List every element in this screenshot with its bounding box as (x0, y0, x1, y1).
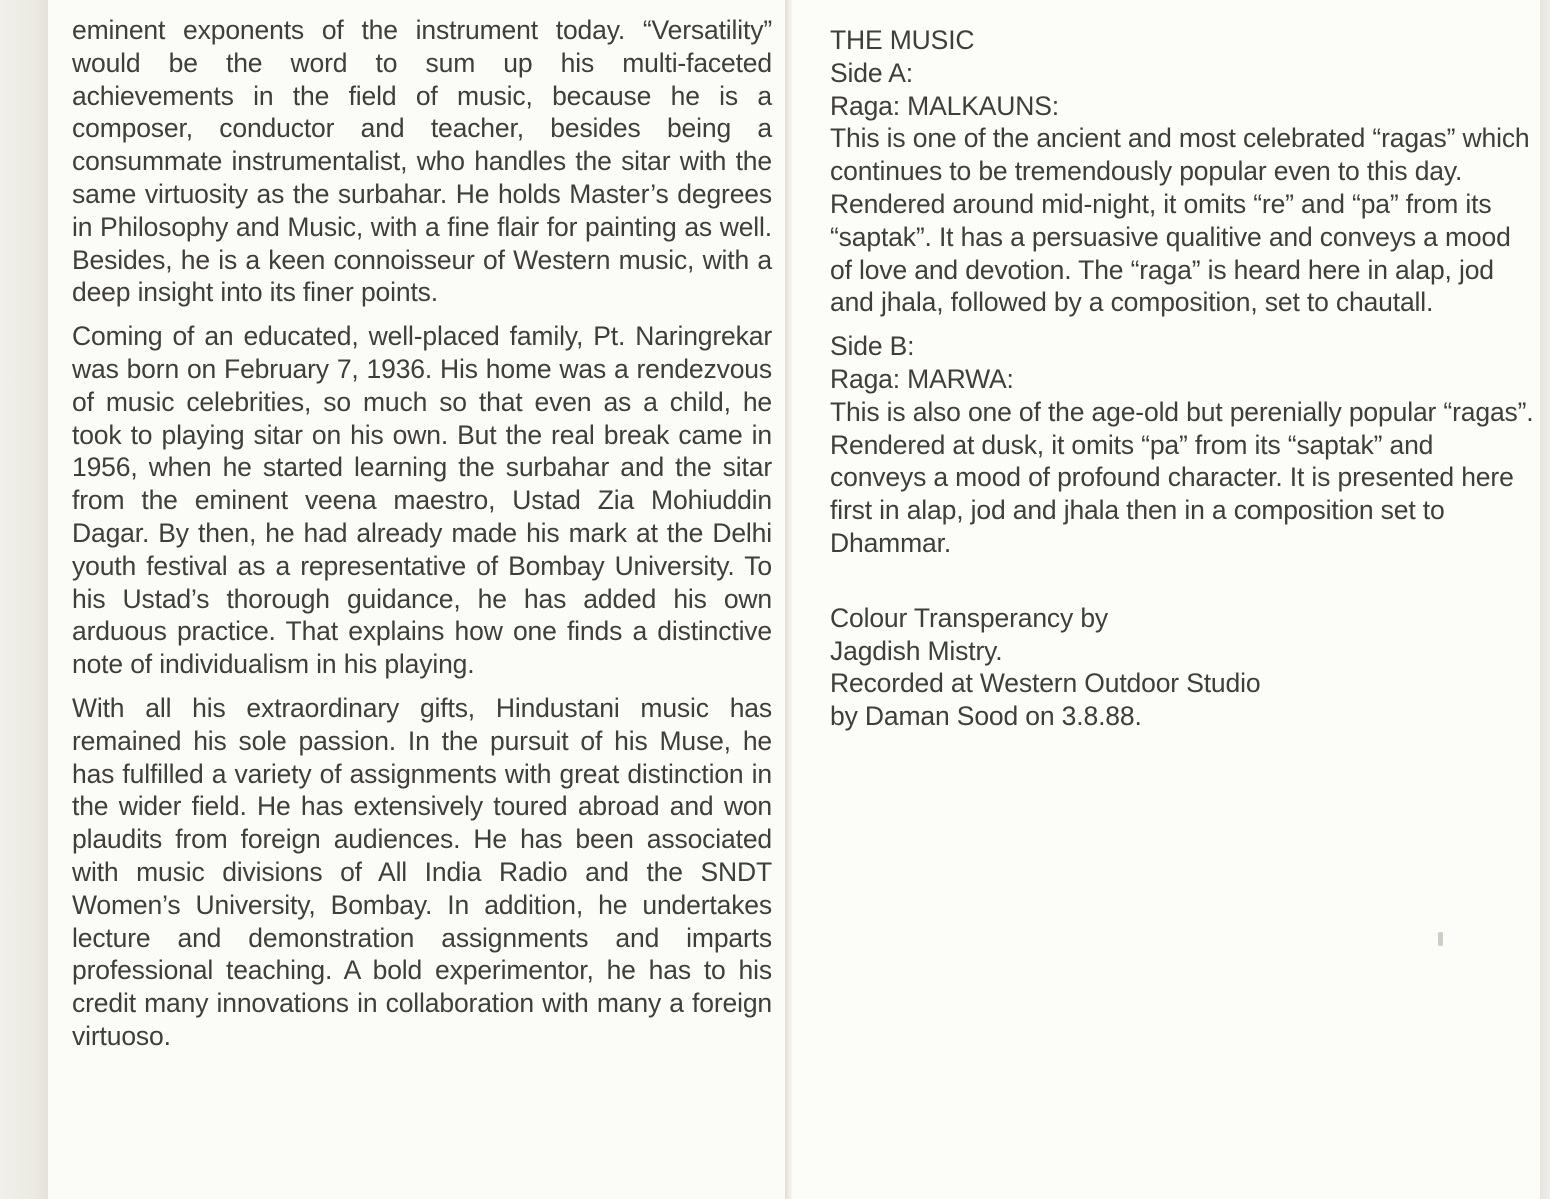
side-a-description: This is one of the ancient and most celebrated “ragas” which continues to be tremendously popular even to this day. Rendered around mid-night, it omits “re” and “pa” from its “saptak”. It has a persuasive qualitive and conveys a mood of love and devotion. The “raga” is heard here in alap, jod and jhala, followed by a composition, set to chautall. (830, 123, 1530, 318)
bio-paragraph-3: With all his extraordinary gifts, Hindustani music has remained his sole passion. In the pursuit of his Muse, he has fulfilled a variety of assignments with great distinction in the wider field. He has extensively toured abroad and won plaudits from foreign audiences. He has been associated with music divisions of All India Radio and the SNDT Women’s University, Bombay. In addition, he undertakes lecture and demonstration assignments and imparts professional teaching. A bold experimentor, he has to his credit many innovations in collaboration with many a foreign virtuoso. (72, 692, 772, 1051)
side-b-raga: Raga: MARWA: (830, 363, 1014, 394)
credit-photographer: Jagdish Mistry. (830, 635, 1003, 666)
paper-speck (1438, 932, 1443, 946)
section-heading: THE MUSIC (830, 25, 975, 55)
scan-margin-right (1540, 0, 1550, 1199)
music-notes (830, 24, 1534, 733)
side-b-description: This is also one of the age-old but perenially popular “ragas”. Rendered at dusk, it omits “pa” from its “saptak” and conveys a mood of profound character. It is presented here first in alap, jod and jhala then in a composition set to Dhammar. (830, 396, 1534, 558)
side-a-label: Side A: (830, 57, 913, 88)
scan-margin-left (0, 0, 48, 1199)
side-b-label: Side B: (830, 331, 915, 362)
credit-transparency: Colour Transperancy by (830, 602, 1109, 633)
credit-recorded-by: by Daman Sood on 3.8.88. (830, 701, 1142, 732)
credit-recorded-at: Recorded at Western Outdoor Studio (830, 668, 1261, 699)
biography-text (72, 14, 772, 1064)
side-a-raga: Raga: MALKAUNS: (830, 90, 1059, 121)
bio-paragraph-2: Coming of an educated, well-placed family, Pt. Naringrekar was born on February 7, 1936. His home was a rendezvous of music celebrities, so much so that even as a child, he took to playing sitar on his own. But the real break came in 1956, when he started learning the surbahar and the sitar from the eminent veena maestro, Ustad Zia Mohiuddin Dagar. By then, he had already made his mark at the Delhi youth festival as a representative of Bombay University. To his Ustad’s thorough guidance, he has added his own arduous practice. That explains how one finds a distinctive note of individualism in his playing. (72, 321, 772, 680)
bio-paragraph-1: eminent exponents of the instrument today. “Versatility” would be the word to sum up his multi-faceted achievements in the field of music, because he is a composer, conductor and teacher, besides being a consummate instrumentalist, who handles the sitar with the same virtuosity as the surbahar. He holds Master’s degrees in Philosophy and Music, with a fine flair for painting as well. Besides, he is a keen connoisseur of Western music, with a deep insight into its finer points. (72, 15, 772, 308)
